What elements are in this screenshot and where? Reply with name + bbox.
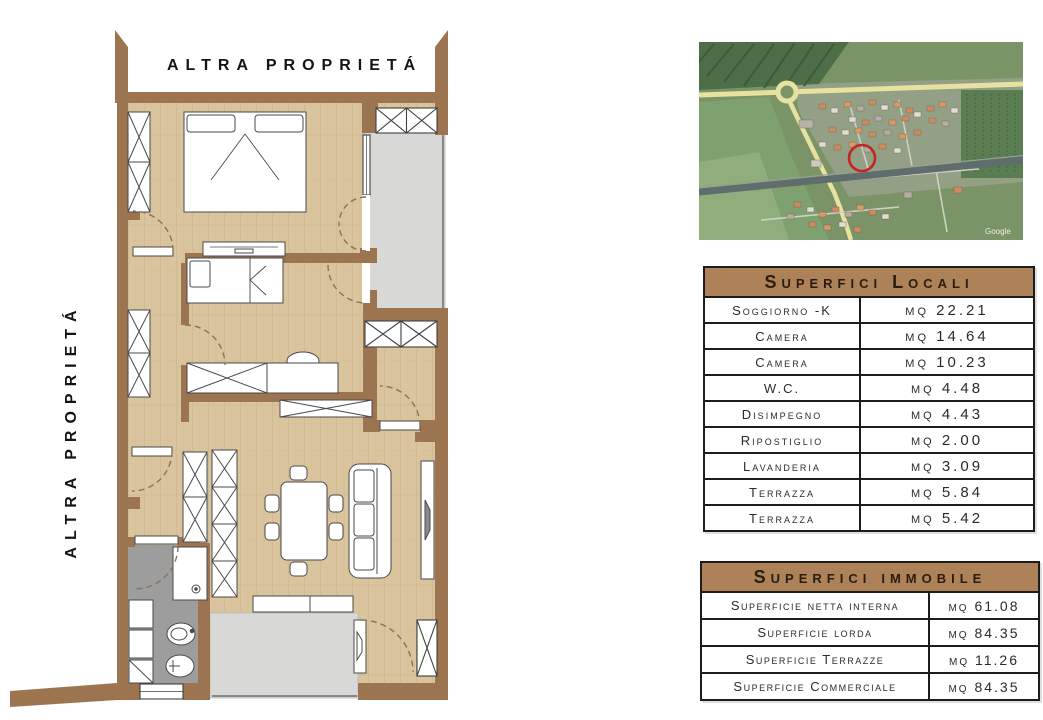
room-area: mq 5.84 xyxy=(860,479,1034,505)
terrace-1 xyxy=(365,130,445,310)
table-row xyxy=(704,505,1034,531)
washing-machine xyxy=(173,547,207,600)
bath-cabinet xyxy=(129,600,153,683)
other-property-label-left: ALTRA PROPRIETÁ xyxy=(63,303,80,559)
door-leaf xyxy=(133,247,173,256)
table-row xyxy=(701,592,1039,619)
wardrobe-living-1 xyxy=(183,452,207,542)
room-area: mq 2.00 xyxy=(860,427,1034,453)
single-bed xyxy=(187,258,283,303)
room-label: Disimpegno xyxy=(704,401,860,427)
table-row xyxy=(701,646,1039,673)
door-leaf xyxy=(380,421,420,430)
room-label: Lavanderia xyxy=(704,453,860,479)
room-area: mq 3.09 xyxy=(860,453,1034,479)
kitchen-bench xyxy=(253,596,353,612)
table-row xyxy=(704,349,1034,375)
room-label: Ripostiglio xyxy=(704,427,860,453)
room-area: mq 10.23 xyxy=(860,349,1034,375)
wardrobe-living-2 xyxy=(212,450,237,597)
other-property-label-top: ALTRA PROPRIETÁ xyxy=(167,57,423,74)
superfici-locali-table xyxy=(703,266,1035,532)
surface-area: mq 84.35 xyxy=(929,619,1039,646)
satellite-map xyxy=(699,42,1023,240)
floor-plan xyxy=(0,0,521,720)
table-header-row xyxy=(704,267,1034,297)
toilet xyxy=(167,623,195,645)
room-label: Camera xyxy=(704,323,860,349)
table-row xyxy=(701,619,1039,646)
bidet xyxy=(166,655,194,677)
surface-area: mq 84.35 xyxy=(929,673,1039,700)
table-row xyxy=(701,673,1039,700)
window-glass-strip xyxy=(363,135,370,195)
table-header-row xyxy=(701,562,1039,592)
window-terrace1-top xyxy=(376,108,437,133)
table-row xyxy=(704,453,1034,479)
surface-label: Superficie netta interna xyxy=(701,592,929,619)
room-label: Soggiorno -K xyxy=(704,297,860,323)
room-label: Terrazza xyxy=(704,479,860,505)
window-mid-right xyxy=(365,321,437,347)
table-row xyxy=(704,401,1034,427)
door-leaf xyxy=(132,447,172,456)
terrace2-door xyxy=(354,620,366,673)
surface-label: Superficie Terrazze xyxy=(701,646,929,673)
room-label: Terrazza xyxy=(704,505,860,531)
map-watermark: Google xyxy=(985,227,1011,236)
sofa xyxy=(349,464,391,578)
surface-label: Superficie lorda xyxy=(701,619,929,646)
superfici-immobile-table xyxy=(700,561,1040,701)
table-title: Superfici immobile xyxy=(701,562,1039,592)
window-bottom-right xyxy=(417,620,437,676)
room-label: Camera xyxy=(704,349,860,375)
wardrobe-master xyxy=(128,112,150,212)
table-row xyxy=(704,297,1034,323)
table-row xyxy=(704,323,1034,349)
tv-cabinet xyxy=(203,242,285,256)
room-area: mq 4.48 xyxy=(860,375,1034,401)
wardrobe-corridor xyxy=(128,310,150,397)
door-leaf xyxy=(135,536,178,544)
table-row xyxy=(704,375,1034,401)
tv-panel xyxy=(421,461,434,579)
table-title: Superfici Locali xyxy=(704,267,1034,297)
terrace-door-opening-2 xyxy=(362,263,370,303)
closet-wide xyxy=(280,400,372,417)
double-bed xyxy=(184,112,306,212)
terrace-door-opening xyxy=(362,195,370,251)
wardrobe-bedroom2 xyxy=(187,363,267,393)
surface-area: mq 61.08 xyxy=(929,592,1039,619)
table-row xyxy=(704,479,1034,505)
room-label: W.C. xyxy=(704,375,860,401)
room-area: mq 4.43 xyxy=(860,401,1034,427)
room-area: mq 14.64 xyxy=(860,323,1034,349)
window-bathroom xyxy=(140,684,183,699)
surface-area: mq 11.26 xyxy=(929,646,1039,673)
room-area: mq 5.42 xyxy=(860,505,1034,531)
room-area: mq 22.21 xyxy=(860,297,1034,323)
surface-label: Superficie Commerciale xyxy=(701,673,929,700)
table-row xyxy=(704,427,1034,453)
terrace-2 xyxy=(210,613,358,698)
